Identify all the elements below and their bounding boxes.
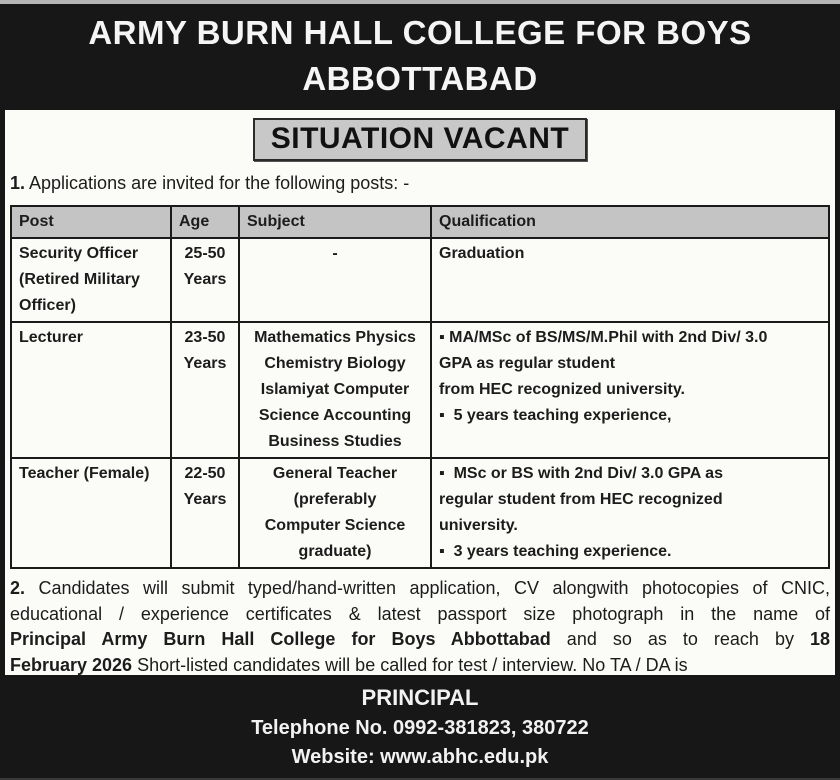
bold-text: 2. [10, 578, 26, 598]
cell-line: Islamiyat Computer [260, 381, 410, 398]
cell-line: Graduation [439, 245, 525, 262]
cell-line: Business Studies [268, 433, 402, 450]
cell-qual [431, 458, 829, 568]
cell-line: GPA as regular student [439, 355, 616, 372]
cell-line: Computer Science [264, 517, 406, 534]
column-header-age: Age [171, 206, 239, 238]
column-header-qual: Qualification [431, 206, 829, 238]
cell-line: General Teacher [272, 465, 398, 482]
cell-qual [431, 238, 829, 322]
cell-line: (Retired Military [19, 271, 140, 288]
cell-line: 22-50 [184, 465, 226, 482]
cell-line: Years [183, 271, 227, 288]
paragraph-line [10, 627, 830, 653]
cell-line: Years [183, 355, 227, 372]
cell-age [171, 458, 239, 568]
paragraph-line [10, 576, 830, 602]
cell-line: - [332, 245, 338, 262]
cell-line: Mathematics Physics [254, 329, 416, 346]
org-name: ARMY BURN HALL COLLEGE FOR BOYS [88, 14, 752, 51]
table-row [11, 322, 829, 458]
cell-line: regular student from HEC recognized [439, 491, 723, 508]
cell-post [11, 322, 171, 458]
cell-line: Years [183, 491, 227, 508]
instructions-paragraph [10, 576, 830, 675]
cell-line: graduate) [298, 543, 372, 560]
text: Candidates will submit typed/hand-written application, CV alongwith photocopies of CNIC, [25, 578, 830, 598]
notice-title-wrap [8, 118, 832, 161]
cell-line: Teacher (Female) [19, 465, 150, 482]
cell-line: from HEC recognized university. [439, 381, 685, 398]
cell-line: ▪ MSc or BS with 2nd Div/ 3.0 GPA as [439, 465, 723, 482]
column-header-post: Post [11, 206, 171, 238]
paragraph-line [10, 653, 830, 676]
posts-table-head [11, 206, 829, 238]
cell-line: ▪ MA/MSc of BS/MS/M.Phil with 2nd Div/ 3.0 [439, 329, 768, 346]
bold-text: February 2026 [10, 654, 133, 675]
cell-line: Security Officer [19, 245, 139, 262]
cell-post [11, 238, 171, 322]
footer [0, 675, 840, 778]
notice-body [5, 110, 835, 675]
text: Applications are invited for the following posts: - [25, 173, 410, 193]
cell-line: university. [439, 517, 518, 534]
cell-line: 25-50 [184, 245, 226, 262]
cell-line: Science Accounting [258, 407, 412, 424]
cell-subject [239, 322, 431, 458]
cell-line: ▪ 3 years teaching experience. [439, 543, 672, 560]
website-line: Website: www.abhc.edu.pk [291, 745, 549, 768]
signatory-title: PRINCIPAL [361, 684, 479, 710]
cell-age [171, 238, 239, 322]
notice-title: SITUATION VACANT [253, 118, 588, 161]
bold-text: Principal Army Burn Hall College for Boys Abbottabad [10, 629, 551, 649]
cell-line: Officer) [19, 297, 76, 314]
cell-subject [239, 458, 431, 568]
cell-line: ▪ 5 years teaching experience, [439, 407, 672, 424]
header-row [11, 206, 829, 238]
text: Short-listed candidates will be called for test / interview. No TA / DA is [132, 654, 688, 675]
bold-text: 1. [10, 173, 26, 193]
column-header-subject: Subject [239, 206, 431, 238]
text: educational / experience certificates & latest passport size photograph in the name of [10, 603, 830, 624]
posts-table [10, 205, 830, 569]
bold-text: 18 [809, 629, 830, 649]
cell-line: (preferably [293, 491, 377, 508]
cell-post [11, 458, 171, 568]
posts-table-body [11, 238, 829, 568]
text: and so as to reach by [550, 629, 810, 649]
masthead [0, 4, 840, 110]
cell-line: 23-50 [184, 329, 226, 346]
telephone-line: Telephone No. 0992-381823, 380722 [251, 716, 589, 739]
cell-line: Lecturer [19, 329, 84, 346]
paragraph-line [10, 602, 830, 628]
table-row [11, 458, 829, 568]
cell-subject [239, 238, 431, 322]
cell-line: Chemistry Biology [264, 355, 406, 372]
cell-age [171, 322, 239, 458]
intro-line [10, 172, 830, 194]
cell-qual [431, 322, 829, 458]
table-row [11, 238, 829, 322]
org-city: ABBOTTABAD [302, 60, 538, 97]
